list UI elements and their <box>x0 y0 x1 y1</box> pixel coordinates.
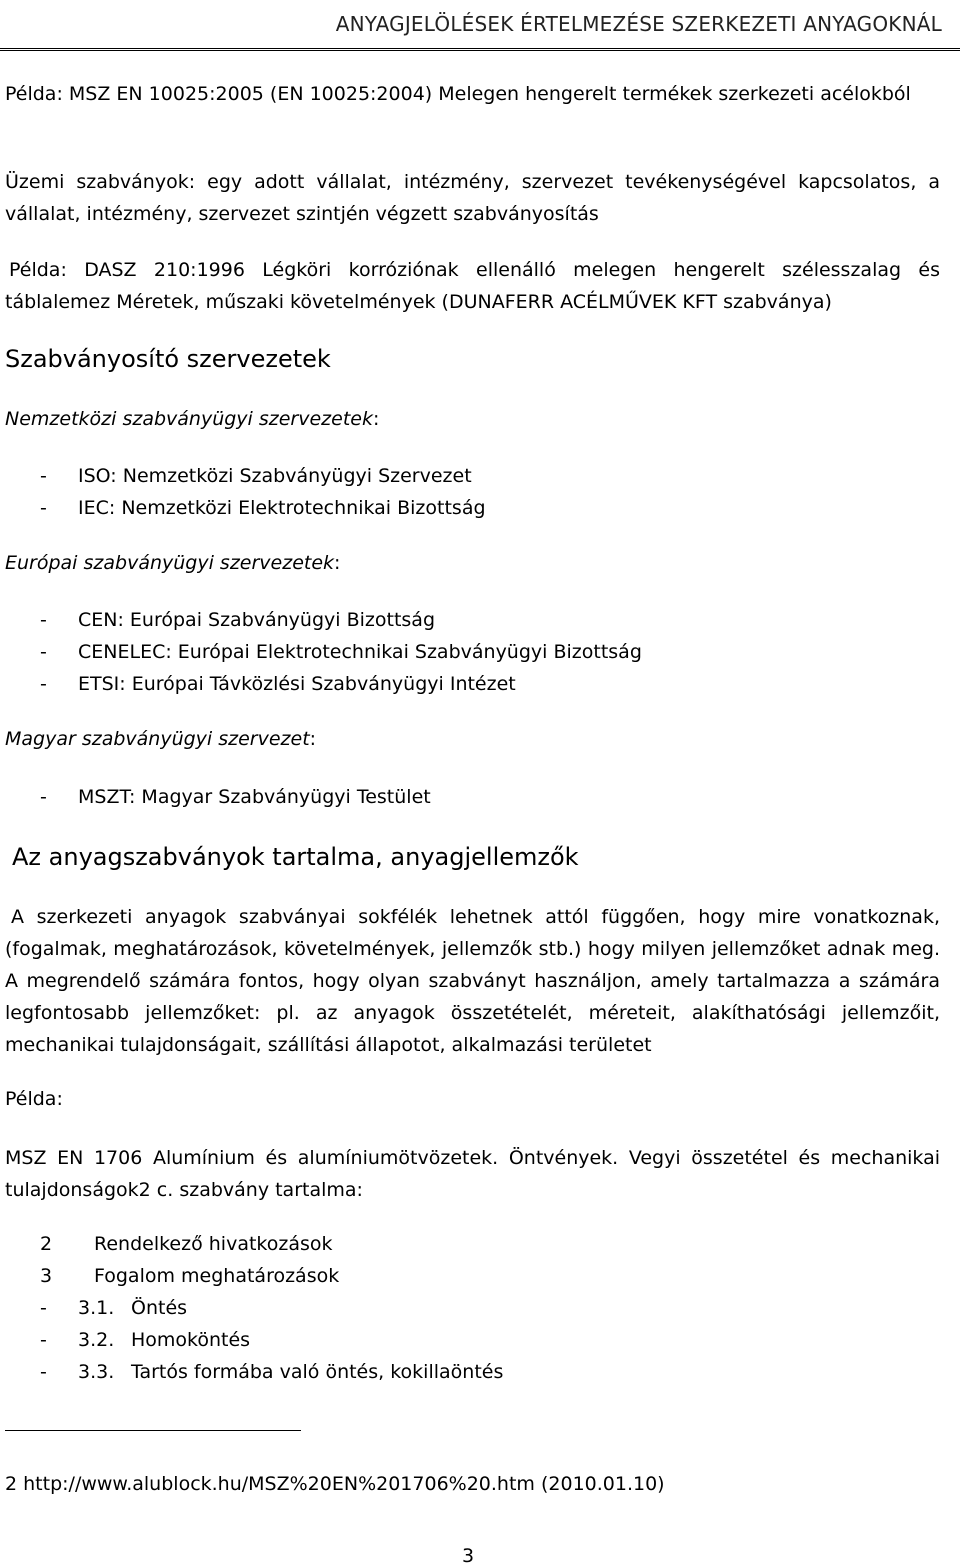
internal-standards-term: Üzemi szabványok <box>5 171 189 193</box>
example-paragraph-3 <box>5 1142 940 1206</box>
list-item-etsi: ETSI: Európai Távközlési Szabványügyi Intézet <box>78 673 516 695</box>
standard-title: Légköri korróziónak ellenálló melegen hengerelt szélesszalag és táblalemez Méretek, műszaki követelmények (DUNAFERR ACÉLMŰVEK KFT szabványa) <box>5 259 940 313</box>
footnote-number: 2 <box>5 1473 18 1495</box>
international-label <box>5 408 379 430</box>
running-header: ANYAGJELÖLÉSEK ÉRTELMEZÉSE SZERKEZETI ANYAGOKNÁL <box>335 12 942 36</box>
toc-subitem: Öntés <box>131 1297 188 1319</box>
section-heading-organizations: Szabványosító szervezetek <box>5 345 331 373</box>
header-divider <box>0 48 960 51</box>
list-item-cenelec: CENELEC: Európai Elektrotechnikai Szabványügyi Bizottság <box>78 641 642 663</box>
label-colon: : <box>372 408 380 430</box>
toc-item: Fogalom meghatározások <box>94 1265 340 1287</box>
toc-subitem: Homoköntés <box>131 1329 251 1351</box>
page-number: 3 <box>462 1545 475 1567</box>
standard-title: (EN 10025:2004) Melegen hengerelt termékek szerkezeti acélokból <box>269 83 911 105</box>
example-paragraph-2 <box>5 254 940 318</box>
list-dash: - <box>40 497 47 519</box>
example-paragraph-1 <box>5 78 940 110</box>
list-dash: - <box>40 609 47 631</box>
standard-title: Alumínium és alumíniumötvözetek. Öntvények. Vegyi összetétel és mechanikai tulajdonságok <box>5 1147 941 1201</box>
toc-number: 3 <box>40 1265 53 1287</box>
section-heading-contents: Az anyagszabványok tartalma, anyagjellemzők <box>12 843 579 871</box>
footnote <box>5 1473 665 1495</box>
example-label: Példa: <box>9 259 67 281</box>
toc-number: 2 <box>40 1233 53 1255</box>
list-dash: - <box>40 673 47 695</box>
hungarian-label-text: Magyar szabványügyi szervezet <box>5 728 310 750</box>
toc-subitem: Tartós formába való öntés, kokillaöntés <box>131 1361 504 1383</box>
list-dash: - <box>40 1297 47 1319</box>
list-dash: - <box>40 465 47 487</box>
international-label-text: Nemzetközi szabványügyi szervezetek <box>5 408 373 430</box>
european-label-text: Európai szabványügyi szervezetek <box>5 552 335 574</box>
standard-code: DASZ 210:1996 <box>84 259 245 281</box>
toc-subnumber: 3.2. <box>78 1329 115 1351</box>
list-item-iso: ISO: Nemzetközi Szabványügyi Szervezet <box>78 465 472 487</box>
list-dash: - <box>40 786 47 808</box>
internal-standards-paragraph <box>5 166 940 230</box>
footnote-divider <box>5 1430 301 1431</box>
example-label-3: Példa: <box>5 1088 63 1110</box>
list-dash: - <box>40 1329 47 1351</box>
european-label <box>5 552 340 574</box>
standard-code: MSZ EN 1706 <box>5 1147 143 1169</box>
toc-subnumber: 3.3. <box>78 1361 115 1383</box>
toc-item: Rendelkező hivatkozások <box>94 1233 333 1255</box>
label-colon: : <box>334 552 341 574</box>
internal-standards-text: : egy adott vállalat, intézmény, szervezet tevékenységével kapcsolatos, a vállalat, intézmény, szervezet szintjén végzett szabványosítás <box>5 171 940 225</box>
list-item-iec: IEC: Nemzetközi Elektrotechnikai Bizottság <box>78 497 486 519</box>
list-item-mszt: MSZT: Magyar Szabványügyi Testület <box>78 786 431 808</box>
hungarian-label <box>5 728 316 750</box>
standard-contents-intro: c. szabvány tartalma: <box>156 1179 363 1201</box>
list-dash: - <box>40 641 47 663</box>
body-paragraph: A szerkezeti anyagok szabványai sokfélék lehetnek attól függően, hogy mire vonatkoznak, (fogalmak, meghatározások, követelmények, jellemzők stb.) hogy milyen jellemzőket adnak meg. A megrendelő számára fontos, hogy olyan szabványt használjon, amely tartalmazza a számára legfontosabb jellemzőket: pl. az anyagok összetételét, méreteit, alakíthatósági jellemzőit, mechanikai tulajdonságait, szállítási állapotot, alkalmazási területet <box>5 906 940 1056</box>
footnote-ref[interactable]: 2 <box>138 1179 151 1201</box>
list-item-cen: CEN: Európai Szabványügyi Bizottság <box>78 609 436 631</box>
label-colon: : <box>309 728 317 750</box>
example-label: Példa: <box>5 83 63 105</box>
toc-subnumber: 3.1. <box>78 1297 115 1319</box>
list-dash: - <box>40 1361 47 1383</box>
standard-code: MSZ EN 10025:2005 <box>68 83 264 105</box>
footnote-link[interactable]: http://www.alublock.hu/MSZ%20EN%201706%20.htm (2010.01.10) <box>23 1473 665 1495</box>
